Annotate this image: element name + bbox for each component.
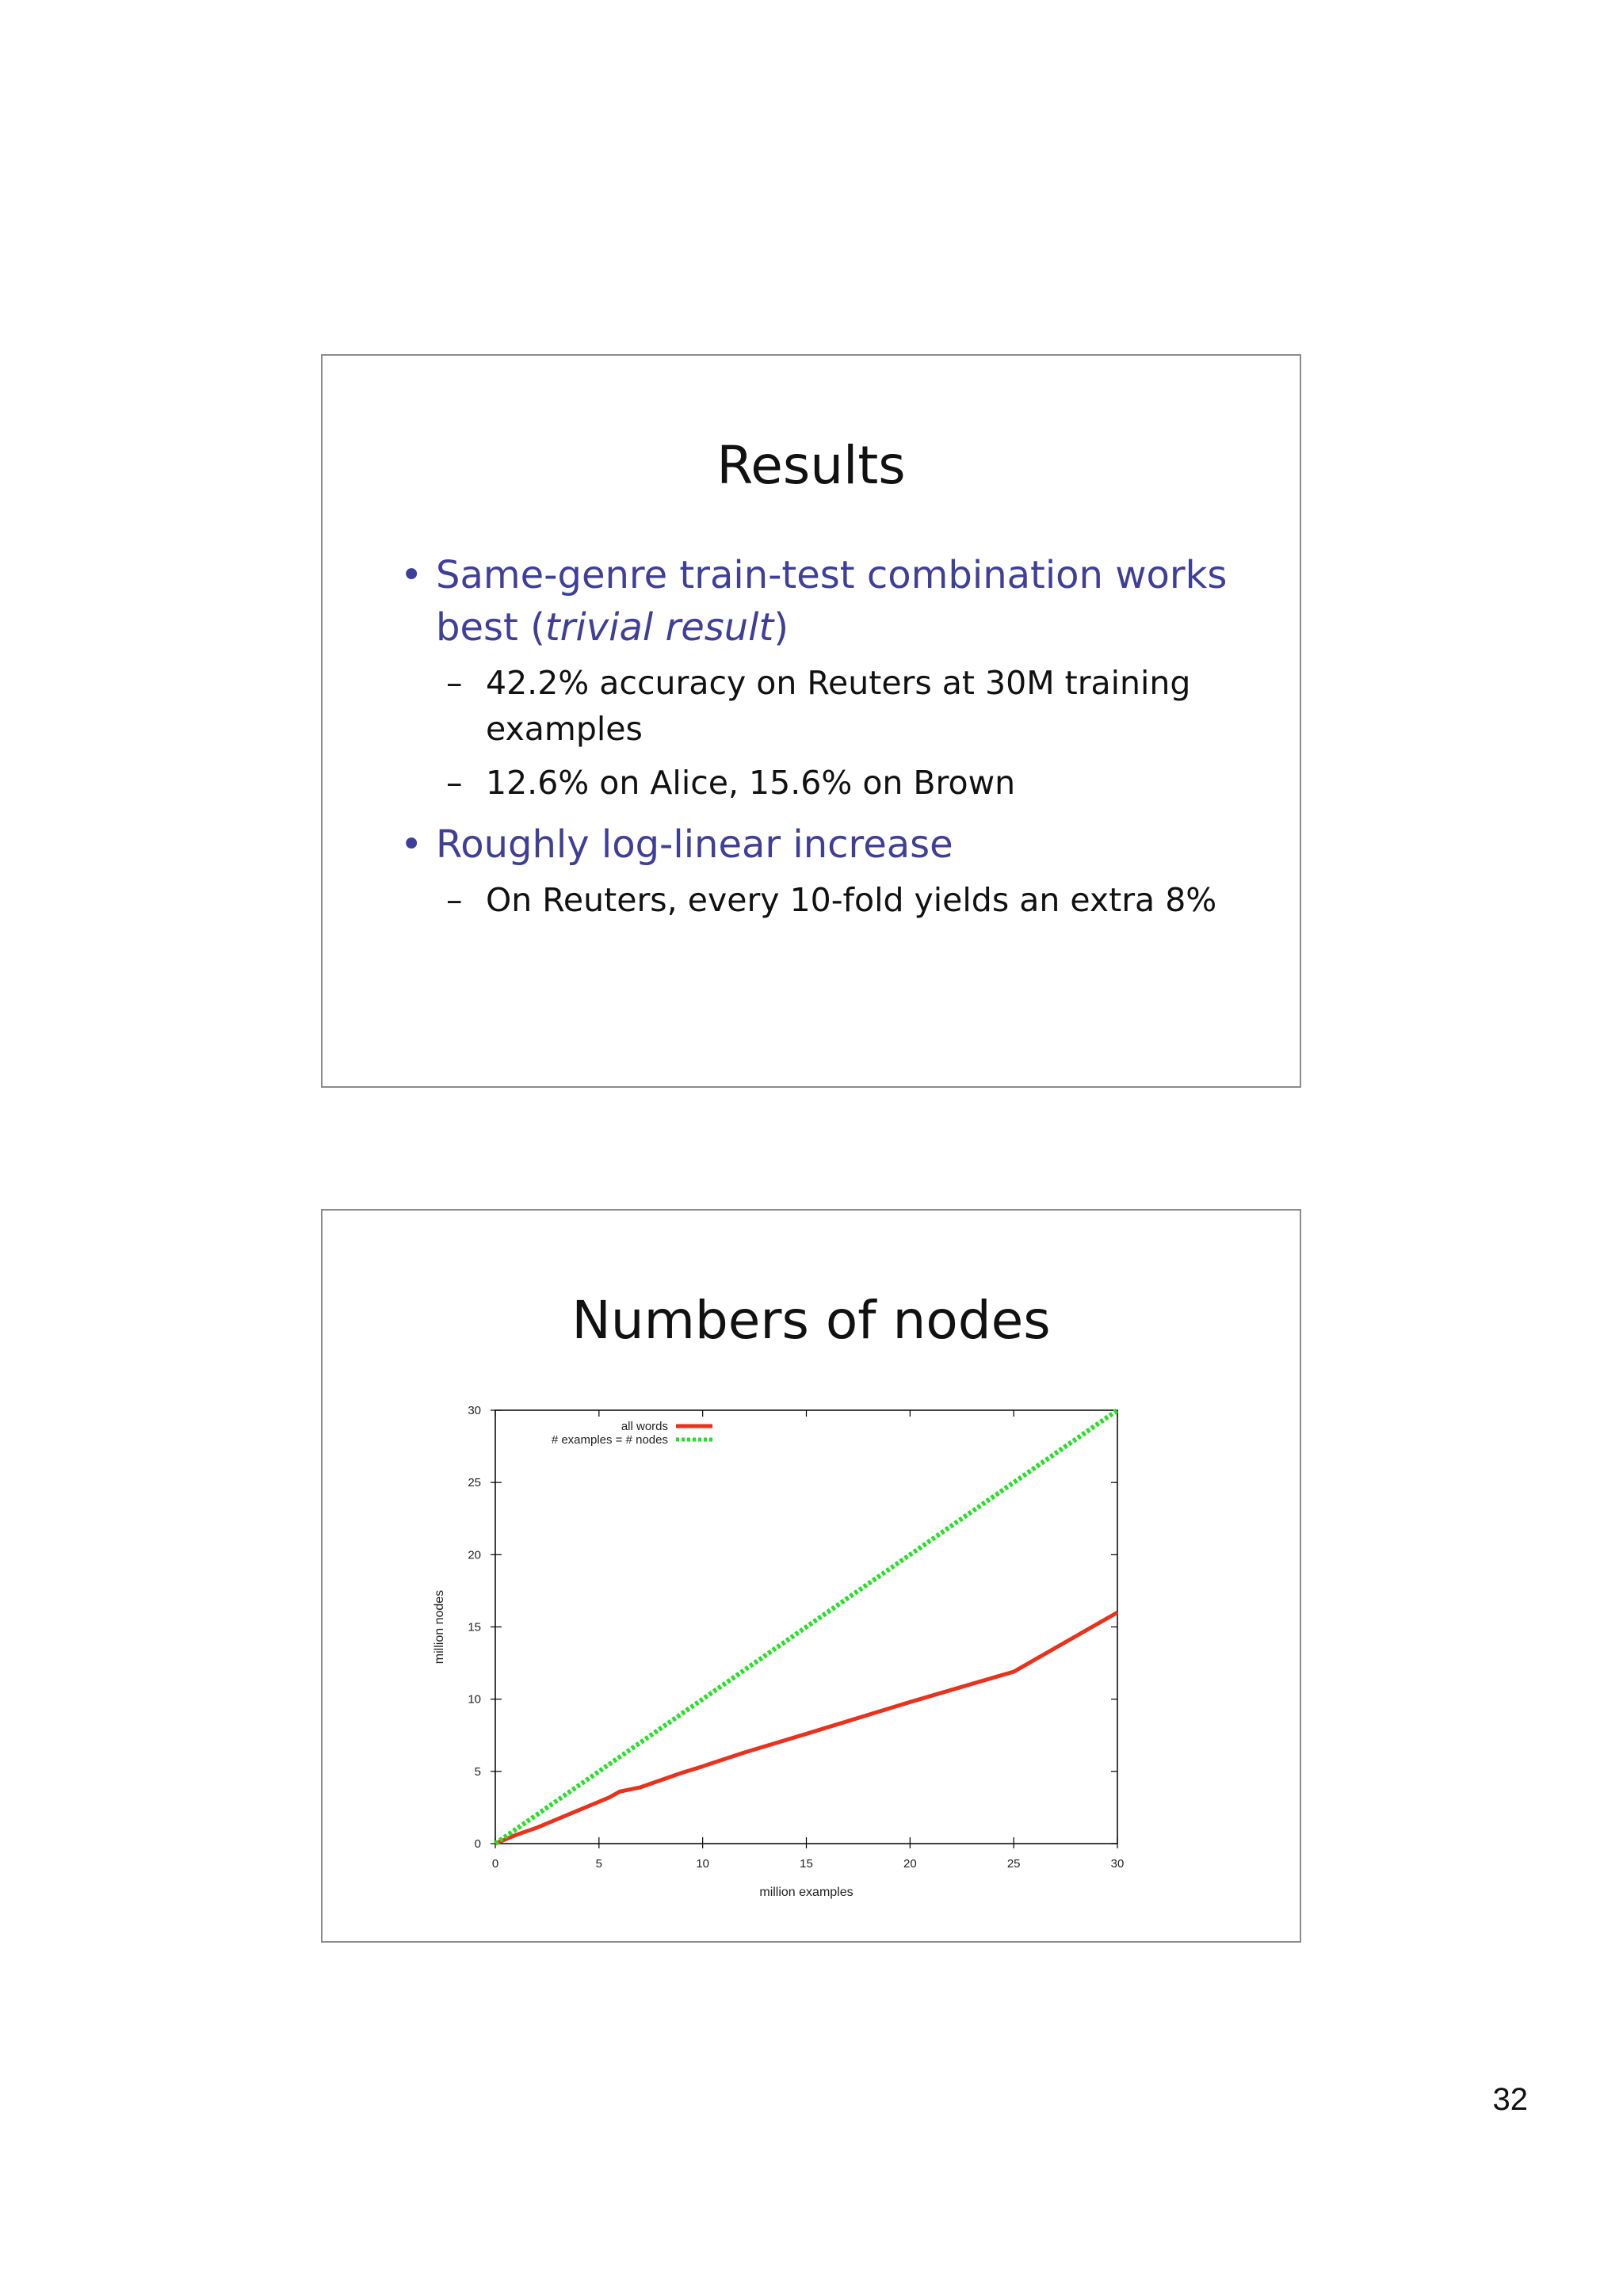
y-tick-label: 25 xyxy=(468,1476,481,1490)
y-tick-label: 30 xyxy=(468,1404,481,1417)
x-tick-label: 15 xyxy=(800,1857,813,1871)
bullet-italic-text: trivial result xyxy=(544,605,774,650)
legend-label: # examples = # nodes xyxy=(551,1433,668,1447)
series-line-1 xyxy=(495,1612,1117,1844)
y-tick-label: 10 xyxy=(468,1692,481,1707)
x-tick-label: 30 xyxy=(1110,1857,1125,1871)
x-tick-label: 25 xyxy=(1006,1857,1021,1871)
sub-bullet-text: 12.6% on Alice, 15.6% on Brown xyxy=(486,764,1016,802)
x-tick-label: 20 xyxy=(903,1857,917,1871)
series-line-2 xyxy=(495,1410,1117,1844)
y-tick-label: 20 xyxy=(468,1548,481,1562)
bullet-dot-icon: • xyxy=(400,822,423,867)
dash-icon: – xyxy=(446,664,463,702)
bullet-text: Same-genre train-test combination works best ( xyxy=(436,553,1228,650)
x-tick-label: 5 xyxy=(595,1857,603,1871)
sub-bullet-item xyxy=(400,660,1252,752)
sub-bullet-item xyxy=(400,760,1252,806)
dash-icon: – xyxy=(446,881,463,919)
slide-title-nodes: Numbers of nodes xyxy=(571,1290,1051,1351)
bullet-item xyxy=(400,549,1252,654)
y-tick-label: 15 xyxy=(468,1620,481,1634)
line-chart xyxy=(323,1211,1300,1941)
y-axis-label: million nodes xyxy=(433,1589,446,1665)
page-number: 32 xyxy=(1492,2082,1528,2117)
slide-title-results: Results xyxy=(716,435,906,496)
y-tick-label: 5 xyxy=(474,1764,481,1779)
bullet-dot-icon: • xyxy=(400,553,423,597)
bullet-text: Roughly log-linear increase xyxy=(436,822,953,867)
slide-results xyxy=(321,354,1301,1088)
sub-bullet-text: 42.2% accuracy on Reuters at 30M training examples xyxy=(486,664,1191,748)
bullet-item xyxy=(400,818,1252,871)
x-tick-label: 10 xyxy=(696,1857,710,1871)
bullet-list xyxy=(400,549,1252,931)
bullet-text-end: ) xyxy=(773,605,789,650)
sub-bullet-text: On Reuters, every 10-fold yields an extra 8% xyxy=(486,881,1217,919)
sub-bullet-item xyxy=(400,877,1252,923)
x-axis-label: million examples xyxy=(759,1886,854,1899)
dash-icon: – xyxy=(446,764,463,802)
legend-label: all words xyxy=(621,1420,668,1433)
slide-numbers-of-nodes xyxy=(321,1209,1301,1943)
x-tick-label: 0 xyxy=(491,1857,499,1871)
y-tick-label: 0 xyxy=(474,1837,481,1851)
